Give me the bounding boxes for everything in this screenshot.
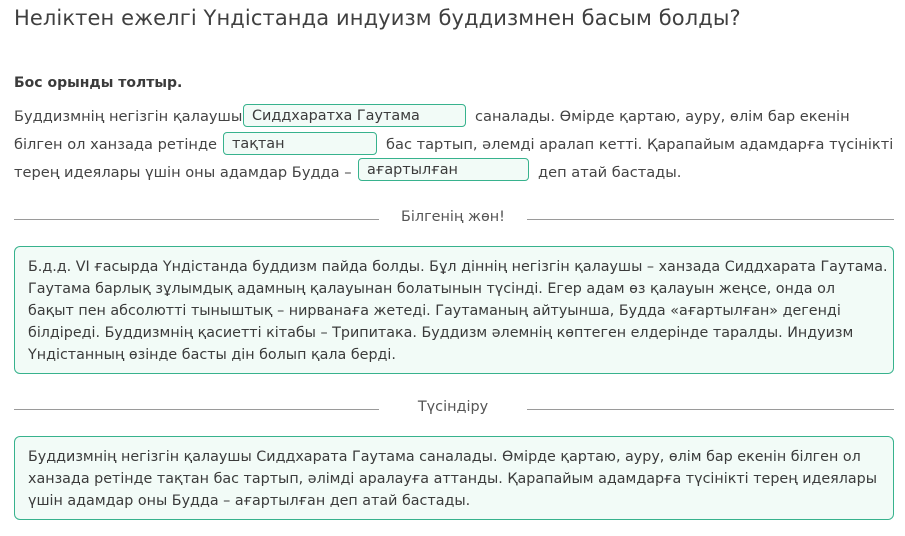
did-you-know-line: Гаутама барлық зұлымдық адамның қалауынан болатынын түсінді. Егер адам өз қалауын жеңсе, онда ол [28, 281, 835, 297]
divider-right-explanation [527, 409, 894, 410]
blank-field-3[interactable]: ағартылған [358, 158, 529, 181]
explanation-heading: Түсіндіру [417, 399, 489, 415]
did-you-know-box [14, 246, 894, 374]
question-title: Неліктен ежелгі Үндістанда индуизм буддизмнен басым болды? [14, 6, 741, 30]
did-you-know-line: бақыт пен абсолютті тыныштық – нирванаға жетеді. Гаутаманың айтуынша, Будда «ағартылған» дегенді [28, 303, 841, 319]
did-you-know-line: Б.д.д. VI ғасырда Үндістанда буддизм пайда болды. Бұл діннің негізгін қалаушы – ханзада Сиддхарата Гаутама. [28, 259, 888, 275]
fill-text-line3-after: деп атай бастады. [538, 164, 682, 181]
divider-left-explanation [14, 409, 379, 410]
fill-text-line2-after: бас тартып, әлемді аралап кетті. Қарапайым адамдарға түсінікті [386, 136, 894, 153]
did-you-know-line: білдіреді. Буддизмнің қасиетті кітабы – Трипитака. Буддизм әлемнің көптеген елдерінде таралды. Индуизм [28, 325, 854, 341]
explanation-box [14, 436, 894, 520]
instruction-text: Бос орынды толтыр. [14, 75, 183, 91]
explanation-line: үшін адамдар оны Будда – ағартылған деп атай бастады. [28, 493, 471, 509]
fill-text-line2-before: білген ол ханзада ретінде [14, 136, 218, 153]
explanation-line: Буддизмнің негізгін қалаушы Сиддхарата Гаутама саналады. Өмірде қартаю, ауру, өлім бар екенін білген ол [28, 449, 861, 465]
blank-field-2[interactable]: тақтан [223, 132, 377, 155]
divider-right-did-you-know [527, 219, 894, 220]
blank-field-1[interactable]: Сиддхаратха Гаутама [243, 104, 466, 127]
fill-text-line3-before: терең идеялары үшін оны адамдар Будда – [14, 164, 352, 181]
fill-text-line1-after: саналады. Өмірде қартаю, ауру, өлім бар екенін [475, 108, 850, 125]
explanation-line: ханзада ретінде тақтан бас тартып, әлімді аралауға аттанды. Қарапайым адамдарға түсінікті терең идеялары [28, 471, 878, 487]
fill-text-line1-before: Буддизмнің негізгін қалаушы [14, 108, 243, 125]
did-you-know-heading: Білгенің жөн! [401, 209, 505, 225]
divider-left-did-you-know [14, 219, 379, 220]
did-you-know-line: Үндістанның өзінде басты дін болып қала берді. [28, 347, 396, 363]
